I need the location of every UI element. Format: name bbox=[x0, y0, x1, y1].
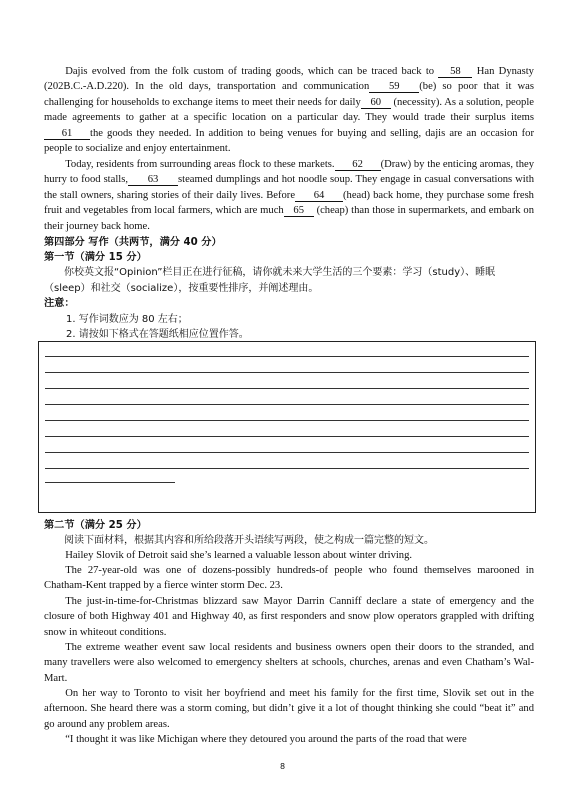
blank-65[interactable]: 65 bbox=[284, 205, 314, 217]
text-segment: (be) so poor that it was challenging for households to exchange items to meet their needs for daily bbox=[44, 81, 534, 108]
writing-line bbox=[45, 372, 529, 373]
section2-title: 第二节（满分 25 分） bbox=[44, 520, 147, 531]
text-segment: (Draw) by the enticing aromas, they hurry to food stalls, bbox=[44, 159, 534, 186]
writing-line bbox=[45, 420, 529, 421]
passage-paragraph-1 bbox=[44, 64, 534, 156]
story-paragraph-4: The extreme weather event saw local residents and business owners open their doors to the stranded, and many travellers were also welcomed to emergency shelters at schools, churches, arenas and even Chatham’s Wal-Mart. bbox=[44, 642, 534, 684]
text-segment: Han Dynasty (202B.C.-A.D.220). In the old days, transportation and communication bbox=[44, 66, 534, 93]
text-segment: (necessity). As a solution, people made agreements to gather at a specific location on a particular day. They would trade their surplus items bbox=[44, 96, 534, 124]
text-segment: Dajis evolved from the folk custom of trading goods, which can be traced back to bbox=[65, 66, 439, 77]
writing-line bbox=[45, 356, 529, 357]
writing-line-short bbox=[45, 482, 175, 483]
note-1: 1. 写作词数应为 80 左右； bbox=[66, 314, 188, 325]
writing-line bbox=[45, 388, 529, 389]
text-segment: (cheap) than those in supermarkets, and embark on their journey back home. bbox=[44, 205, 534, 232]
blank-63[interactable]: 63 bbox=[128, 174, 178, 186]
section1-prompt: 你校英文报“Opinion”栏目正在进行征稿，请你就未来大学生活的三个要素：学习（study）、睡眠（sleep）和社交（socialize），按重要性排序，并阐述理由。 bbox=[44, 267, 496, 294]
blank-61[interactable]: 61 bbox=[44, 128, 90, 140]
writing-line bbox=[45, 452, 529, 453]
writing-answer-box[interactable] bbox=[38, 341, 536, 513]
writing-line bbox=[45, 468, 529, 469]
writing-line bbox=[45, 436, 529, 437]
story-paragraph-3: The just-in-time-for-Christmas blizzard saw Mayor Darrin Canniff declare a state of emergency and the closure of both Highway 401 and Highway 40, as first responders and snow plow operators grappled with drifting snow in whiteout conditions. bbox=[44, 596, 534, 638]
blank-62[interactable]: 62 bbox=[335, 159, 381, 171]
note-2: 2. 请按如下格式在答题纸相应位置作答。 bbox=[66, 329, 249, 340]
section1-title: 第一节（满分 15 分） bbox=[44, 252, 147, 263]
text-segment: Today, residents from surrounding areas flock to these markets. bbox=[65, 159, 335, 170]
notes-label: 注意： bbox=[44, 298, 75, 309]
part4-title: 第四部分 写作（共两节，满分 40 分） bbox=[44, 237, 222, 248]
story-paragraph-2: The 27-year-old was one of dozens-possibly hundreds-of people who found themselves marooned in Chatham-Kent trapped by a fierce winter storm Dec. 23. bbox=[44, 565, 534, 592]
writing-line bbox=[45, 404, 529, 405]
blank-58[interactable]: 58 bbox=[438, 66, 472, 78]
page-number: 8 bbox=[280, 762, 286, 771]
story-paragraph-6: “I thought it was like Michigan where they detoured you around the parts of the road that were bbox=[65, 734, 467, 745]
blank-64[interactable]: 64 bbox=[295, 190, 343, 202]
story-paragraph-5: On her way to Toronto to visit her boyfriend and meet his family for the first time, Slovik set out in the afternoon. She heard there was a storm coming, but didn’t give it a lot of thought thinking she could “beat it” and go around any problem areas. bbox=[44, 688, 534, 730]
text-segment: (head) back home, they purchase some fresh fruit and vegetables from local farmers, which are much bbox=[44, 189, 534, 217]
passage-paragraph-2 bbox=[44, 157, 534, 234]
text-segment: steamed dumplings and hot noodle soup. They engage in casual conversations with the stall owners, sharing stories of their daily lives. Before bbox=[44, 174, 534, 201]
story-paragraph-1: Hailey Slovik of Detroit said she’s learned a valuable lesson about winter driving. bbox=[65, 550, 413, 561]
blank-60[interactable]: 60 bbox=[361, 97, 391, 109]
text-segment: the goods they needed. In addition to being venues for buying and selling, dajis are an occasion for people to socialize and enjoy entertainment. bbox=[44, 127, 534, 155]
blank-59[interactable]: 59 bbox=[369, 81, 419, 93]
section2-prompt: 阅读下面材料，根据其内容和所给段落开头语续写两段，使之构成一篇完整的短文。 bbox=[64, 535, 434, 546]
